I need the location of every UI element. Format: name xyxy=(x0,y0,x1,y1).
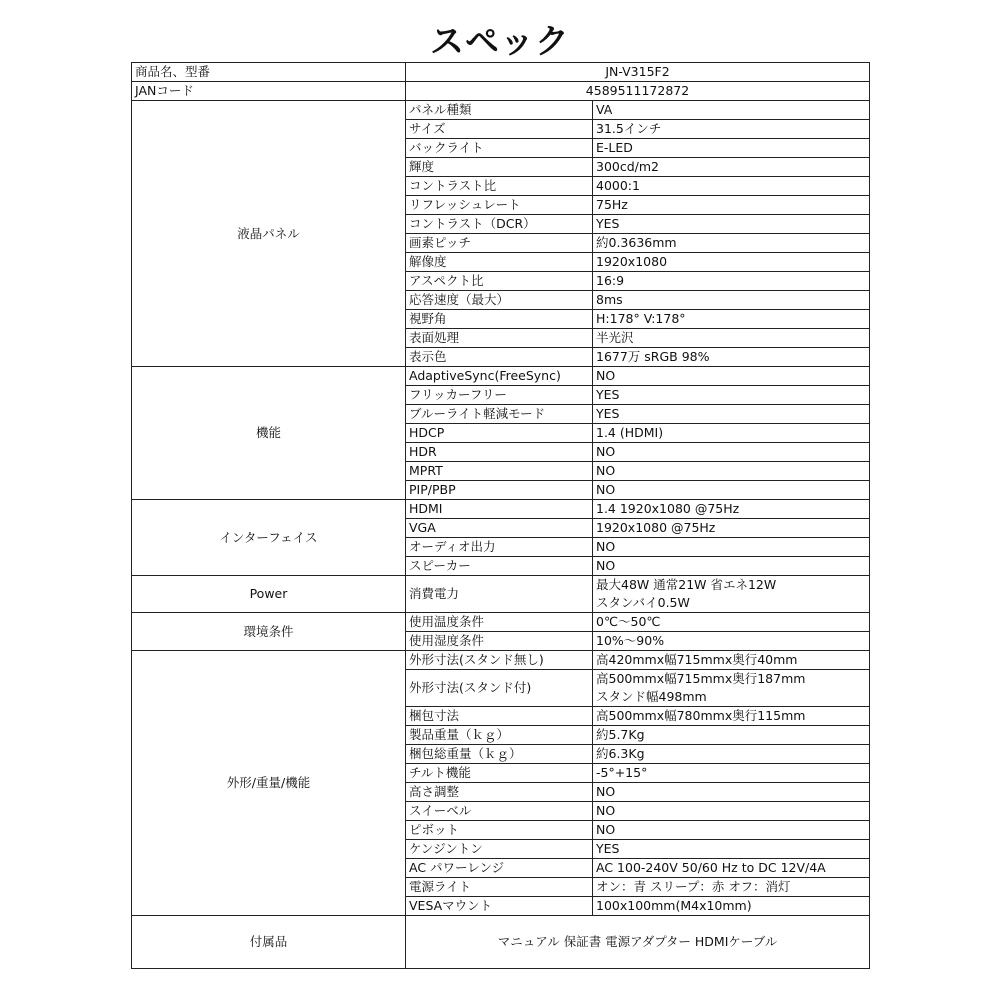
spec-table xyxy=(131,62,870,969)
value-line: 1920x1080 @75Hz xyxy=(596,520,716,535)
item-cell: バックライト xyxy=(406,139,593,158)
value-line: 最大48W 通常21W 省エネ12W xyxy=(596,577,777,592)
value-line: 31.5インチ xyxy=(596,121,662,136)
value-cell xyxy=(593,576,870,613)
item-cell: 表面処理 xyxy=(406,329,593,348)
value-cell xyxy=(593,651,870,670)
table-row xyxy=(132,576,870,613)
row-value: JN-V315F2 xyxy=(406,63,870,82)
item-cell: 解像度 xyxy=(406,253,593,272)
item-cell: パネル種類 xyxy=(406,101,593,120)
value-line: 75Hz xyxy=(596,197,628,212)
value-line: 4000:1 xyxy=(596,178,640,193)
value-cell xyxy=(593,878,870,897)
table-row xyxy=(132,916,870,969)
item-cell: ブルーライト軽減モード xyxy=(406,405,593,424)
value-line: 16:9 xyxy=(596,273,625,288)
value-cell xyxy=(593,177,870,196)
value-line: E-LED xyxy=(596,140,633,155)
value-line: オン：青 スリープ：赤 オフ：消灯 xyxy=(596,879,791,894)
value-cell xyxy=(593,405,870,424)
item-cell: 梱包総重量（ｋｇ） xyxy=(406,745,593,764)
value-cell xyxy=(593,821,870,840)
item-cell: MPRT xyxy=(406,462,593,481)
value-cell xyxy=(593,632,870,651)
value-cell xyxy=(593,462,870,481)
value-line: H:178° V:178° xyxy=(596,311,686,326)
item-cell: 梱包寸法 xyxy=(406,707,593,726)
table-row xyxy=(132,82,870,101)
row-label: JANコード xyxy=(132,82,406,101)
value-line: 高500mmx幅715mmx奥行187mm xyxy=(596,671,806,686)
value-line: VA xyxy=(596,102,613,117)
value-cell xyxy=(593,859,870,878)
value-line: 1.4 (HDMI) xyxy=(596,425,664,440)
value-line: 0℃～50℃ xyxy=(596,614,661,629)
item-cell: 表示色 xyxy=(406,348,593,367)
item-cell: リフレッシュレート xyxy=(406,196,593,215)
value-line: NO xyxy=(596,822,616,837)
item-cell: ケンジントン xyxy=(406,840,593,859)
row-value: 4589511172872 xyxy=(406,82,870,101)
item-cell: 外形寸法(スタンド付) xyxy=(406,670,593,707)
table-row xyxy=(132,101,870,120)
item-cell: 使用湿度条件 xyxy=(406,632,593,651)
item-cell: ピボット xyxy=(406,821,593,840)
value-cell xyxy=(593,897,870,916)
value-line: YES xyxy=(596,387,620,402)
value-cell xyxy=(593,764,870,783)
value-line: AC 100-240V 50/60 Hz to DC 12V/4A xyxy=(596,860,826,875)
value-cell xyxy=(593,253,870,272)
value-cell xyxy=(593,272,870,291)
value-line: 高420mmx幅715mmx奥行40mm xyxy=(596,652,798,667)
category-cell: 液晶パネル xyxy=(132,101,406,367)
item-cell: 製品重量（ｋｇ） xyxy=(406,726,593,745)
item-cell: コントラスト比 xyxy=(406,177,593,196)
value-cell xyxy=(593,158,870,177)
item-cell: AC パワーレンジ xyxy=(406,859,593,878)
value-line: NO xyxy=(596,784,616,799)
value-line: NO xyxy=(596,539,616,554)
value-cell xyxy=(593,538,870,557)
value-line: NO xyxy=(596,558,616,573)
item-cell: 外形寸法(スタンド無し) xyxy=(406,651,593,670)
value-line: YES xyxy=(596,406,620,421)
page-title: スペック xyxy=(430,22,570,62)
value-cell xyxy=(593,802,870,821)
value-line: 1677万 sRGB 98% xyxy=(596,349,710,364)
item-cell: コントラスト（DCR） xyxy=(406,215,593,234)
value-cell xyxy=(593,613,870,632)
item-cell: AdaptiveSync(FreeSync) xyxy=(406,367,593,386)
value-line: YES xyxy=(596,216,620,231)
value-line: 高500mmx幅780mmx奥行115mm xyxy=(596,708,806,723)
value-cell xyxy=(593,443,870,462)
accessories-value: マニュアル 保証書 電源アダプター HDMIケーブル xyxy=(406,916,870,969)
value-line: 約6.3Kg xyxy=(596,746,645,761)
category-cell: インターフェイス xyxy=(132,500,406,576)
table-row xyxy=(132,613,870,632)
item-cell: HDR xyxy=(406,443,593,462)
table-row xyxy=(132,651,870,670)
value-cell xyxy=(593,101,870,120)
value-cell xyxy=(593,139,870,158)
value-line: 100x100mm(M4x10mm) xyxy=(596,898,752,913)
value-line: NO xyxy=(596,803,616,818)
value-line: -5°+15° xyxy=(596,765,648,780)
value-cell xyxy=(593,670,870,707)
value-cell xyxy=(593,557,870,576)
item-cell: 高さ調整 xyxy=(406,783,593,802)
item-cell: オーディオ出力 xyxy=(406,538,593,557)
value-cell xyxy=(593,367,870,386)
value-cell xyxy=(593,348,870,367)
item-cell: 使用温度条件 xyxy=(406,613,593,632)
value-cell xyxy=(593,840,870,859)
row-label: 商品名、型番 xyxy=(132,63,406,82)
item-cell: 消費電力 xyxy=(406,576,593,613)
value-line: スタンド幅498mm xyxy=(596,689,707,704)
item-cell: 輝度 xyxy=(406,158,593,177)
value-line: NO xyxy=(596,368,616,383)
item-cell: HDCP xyxy=(406,424,593,443)
value-line: 300cd/m2 xyxy=(596,159,660,174)
value-line: スタンバイ0.5W xyxy=(596,595,690,610)
value-cell xyxy=(593,500,870,519)
value-cell xyxy=(593,519,870,538)
value-line: 10%～90% xyxy=(596,633,665,648)
value-line: 1.4 1920x1080 @75Hz xyxy=(596,501,740,516)
item-cell: スイーベル xyxy=(406,802,593,821)
value-line: YES xyxy=(596,841,620,856)
value-cell xyxy=(593,310,870,329)
value-cell xyxy=(593,196,870,215)
category-cell: 環境条件 xyxy=(132,613,406,651)
table-row xyxy=(132,63,870,82)
value-cell xyxy=(593,424,870,443)
value-cell xyxy=(593,726,870,745)
value-line: 8ms xyxy=(596,292,623,307)
category-cell: Power xyxy=(132,576,406,613)
item-cell: 視野角 xyxy=(406,310,593,329)
value-cell xyxy=(593,745,870,764)
value-cell xyxy=(593,707,870,726)
value-line: 約5.7Kg xyxy=(596,727,645,742)
value-line: 1920x1080 xyxy=(596,254,668,269)
category-cell: 外形/重量/機能 xyxy=(132,651,406,916)
value-cell xyxy=(593,386,870,405)
value-cell xyxy=(593,215,870,234)
item-cell: HDMI xyxy=(406,500,593,519)
value-cell xyxy=(593,783,870,802)
value-line: NO xyxy=(596,444,616,459)
item-cell: VGA xyxy=(406,519,593,538)
table-row xyxy=(132,500,870,519)
item-cell: アスペクト比 xyxy=(406,272,593,291)
item-cell: フリッカーフリー xyxy=(406,386,593,405)
value-line: NO xyxy=(596,463,616,478)
item-cell: 画素ピッチ xyxy=(406,234,593,253)
item-cell: PIP/PBP xyxy=(406,481,593,500)
table-row xyxy=(132,367,870,386)
item-cell: チルト機能 xyxy=(406,764,593,783)
value-line: 半光沢 xyxy=(596,330,634,345)
item-cell: スピーカー xyxy=(406,557,593,576)
value-cell xyxy=(593,329,870,348)
item-cell: VESAマウント xyxy=(406,897,593,916)
item-cell: 電源ライト xyxy=(406,878,593,897)
category-cell: 付属品 xyxy=(132,916,406,969)
value-cell xyxy=(593,291,870,310)
value-line: NO xyxy=(596,482,616,497)
value-cell xyxy=(593,234,870,253)
value-line: 約0.3636mm xyxy=(596,235,677,250)
item-cell: 応答速度（最大） xyxy=(406,291,593,310)
category-cell: 機能 xyxy=(132,367,406,500)
value-cell xyxy=(593,481,870,500)
item-cell: サイズ xyxy=(406,120,593,139)
value-cell xyxy=(593,120,870,139)
